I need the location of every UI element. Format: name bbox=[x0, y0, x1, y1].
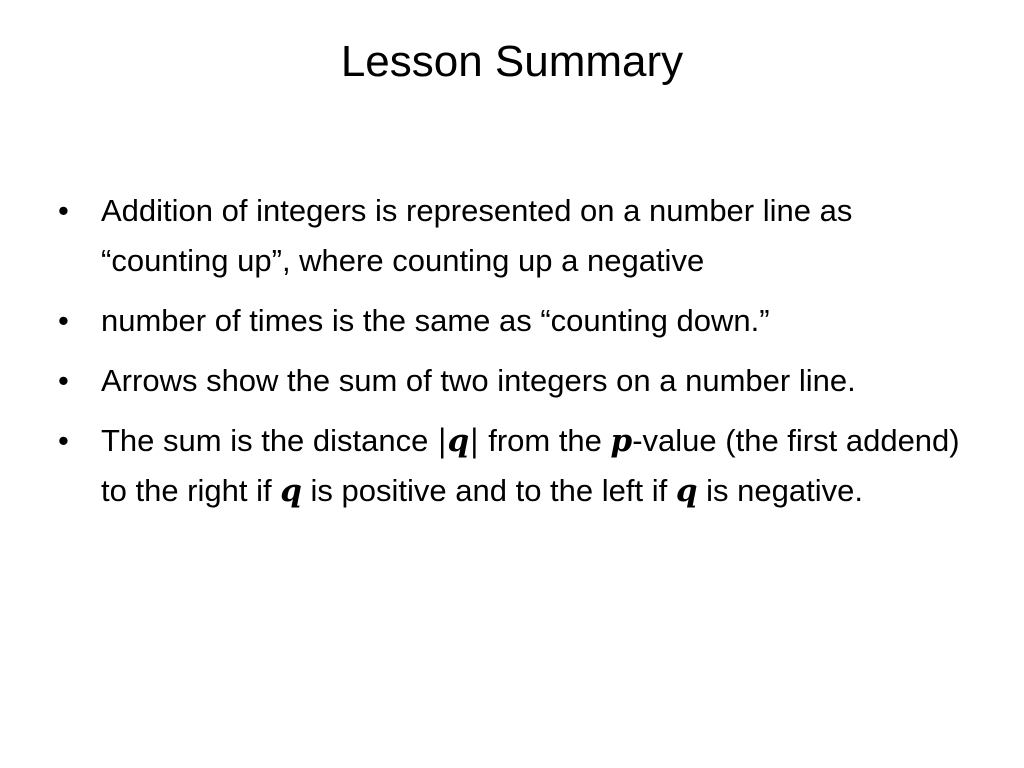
bullet-text: Arrows show the sum of two integers on a number line. bbox=[101, 363, 856, 398]
bullet-list bbox=[58, 186, 970, 526]
bullet-text: number of times is the same as “counting down.” bbox=[101, 303, 770, 338]
bullet-item bbox=[58, 416, 970, 516]
math-variable-q: q bbox=[447, 423, 470, 459]
bullet-item bbox=[58, 356, 970, 406]
text-segment: The sum is the distance bbox=[101, 423, 437, 458]
math-variable-q: q bbox=[280, 473, 302, 509]
bullet-text bbox=[101, 423, 960, 508]
bullet-text: Addition of integers is represented on a number line as “counting up”, where counting up a negative bbox=[101, 193, 853, 278]
bullet-icon: • bbox=[58, 423, 69, 458]
bullet-icon: • bbox=[58, 363, 69, 398]
bullet-icon: • bbox=[58, 303, 69, 338]
text-segment: is positive and to the left if bbox=[301, 473, 676, 508]
text-segment: is negative. bbox=[697, 473, 863, 508]
bullet-item bbox=[58, 296, 970, 346]
abs-bar-open: | bbox=[437, 423, 448, 459]
math-variable-q: q bbox=[675, 473, 698, 509]
abs-bar-close: | bbox=[469, 423, 480, 459]
math-variable-p: p bbox=[610, 423, 633, 459]
text-segment: -value (the first addend) to the right if bbox=[101, 423, 960, 508]
text-segment: from the bbox=[479, 423, 611, 458]
bullet-item bbox=[58, 186, 970, 286]
bullet-icon: • bbox=[58, 193, 69, 228]
slide-title: Lesson Summary bbox=[340, 37, 684, 86]
